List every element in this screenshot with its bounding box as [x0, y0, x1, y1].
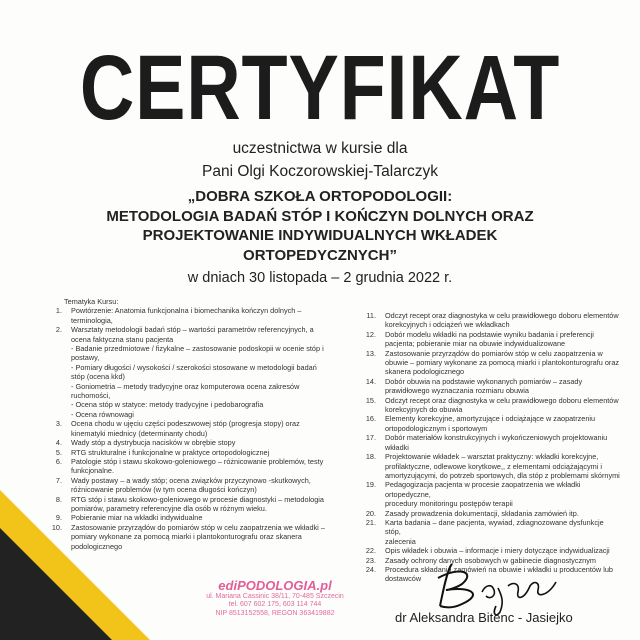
topic-line: korekcyjnych i odciążeń we wkładkach: [385, 320, 510, 330]
topic-line: pacjenta; pobieranie miar na obuwie indywidualizowane: [385, 339, 566, 349]
topic-line: korekcyjnych do obuwia: [385, 405, 463, 415]
course-title: [60, 187, 580, 265]
topic-line: różnicowanie problemów (w tym ocena długości kończyn): [71, 485, 257, 495]
topic-line: amortyzującymi, do potrzeb sportowych, dla stóp z problemami skórnymi: [385, 470, 620, 480]
topic-item: [356, 414, 620, 433]
topic-number: 21.: [365, 517, 376, 527]
recipient-name: Pani Olgi Koczorowskiej-Talarczyk: [201, 163, 439, 180]
topic-number: 7.: [55, 475, 62, 485]
topic-line: podologicznego: [71, 541, 123, 551]
topic-line: Karta badania – dane pacjenta, wywiad, zdiagnozowane dysfunkcje stóp,: [385, 517, 604, 537]
topic-line: ocena faktyczna stanu pacjenta: [71, 334, 174, 344]
topic-line: dostawców: [385, 574, 422, 584]
topic-number: 1.: [55, 306, 62, 316]
topic-text: [67, 457, 342, 476]
topic-text: [381, 349, 620, 377]
topic-number: 9.: [55, 513, 62, 523]
topic-item: [356, 311, 620, 330]
topic-line: - Ocena równowagi: [71, 409, 134, 419]
topic-text: [381, 311, 620, 330]
topic-line: zalecenia: [385, 536, 416, 546]
topic-text: [381, 396, 620, 415]
topic-line: - Pomiary długości / wysokości / szerokości stosowane w metodologii badań: [71, 362, 317, 372]
topic-line: wkładki: [385, 442, 409, 452]
topic-line: Warsztaty metodologii badań stóp – wartości parametrów referencyjnych, a: [71, 325, 314, 335]
course-title-line: PROJEKTOWANIE INDYWIDUALNYCH WKŁADEK: [142, 227, 498, 244]
topic-line: Zasady prowadzenia dokumentacji, składania zamówień itp.: [385, 508, 579, 518]
topic-line: Zastosowanie przyrządów do pomiarów stóp w celu zaopatrzenia w: [385, 348, 603, 358]
topic-line: procedury monitoringu postępów terapii: [385, 499, 513, 509]
topic-text: [381, 546, 620, 555]
topic-number: 23.: [365, 555, 376, 565]
topic-item: [46, 438, 342, 447]
topic-line: - Goniometria – metody tradycyjne oraz komputerowa ocena zakresów: [71, 381, 300, 391]
topic-line: prawidłowego wyznaczania rozmiaru obuwia: [385, 386, 529, 396]
topic-item: [356, 349, 620, 377]
intro-line: uczestnictwa w kursie dla: [232, 140, 408, 157]
topic-number: 14.: [365, 376, 376, 386]
topic-text: [67, 513, 342, 522]
topic-line: Zasady ochrony danych osobowych w gabinecie diagnostycznym: [385, 555, 596, 565]
course-dates: w dniach 30 listopada – 2 grudnia 2022 r.: [187, 270, 453, 286]
topic-number: 20.: [365, 508, 376, 518]
topic-text: [67, 438, 342, 447]
topics-list-right: [356, 311, 620, 584]
topic-line: skanera podologicznego: [385, 367, 465, 377]
topic-line: Procedura składania zamówień na obuwie i wkładki u producentów lub: [385, 564, 613, 574]
topic-item: [46, 325, 342, 419]
topic-item: [356, 546, 620, 555]
topic-text: [67, 306, 342, 325]
company-stamp: [180, 578, 370, 618]
topic-line: profilaktyczne, odlewowe korytkowe,, z elementami odciążającymi i: [385, 461, 602, 471]
topic-number: 10.: [51, 522, 62, 532]
topic-item: [46, 523, 342, 551]
topic-line: - Badanie przedmiotowe / fizykalne – zastosowanie podoskopii w ocenie stóp i: [71, 344, 324, 354]
topic-text: [67, 523, 342, 551]
topic-line: pomiarów, parametry referencyjne dla osób w różnym wieku.: [71, 503, 267, 513]
course-title-line: ORTOPEDYCZNYCH”: [243, 246, 397, 264]
topic-number: 3.: [55, 419, 62, 429]
topic-line: Patologie stóp i stawu skokowo-goleniowego – różnicowanie problemów, testy: [71, 456, 324, 466]
topic-line: Projektowanie wkładek – warsztat praktyczny: wkładki korekcyjne,: [385, 452, 599, 462]
topic-item: [356, 509, 620, 518]
topic-text: [67, 448, 342, 457]
stamp-phone: tel. 607 602 175, 603 114 744: [228, 601, 322, 609]
topic-line: Ocena chodu w ujęciu części podeszwowej stóp (progresja stopy) oraz: [71, 419, 300, 429]
topic-item: [46, 419, 342, 438]
topic-line: RTG strukturalne i funkcjonalne w praktyce ortopodologicznej: [71, 447, 270, 457]
topic-line: Wady postawy – a wady stóp; ocena związków przyczynowo -skutkowych,: [71, 475, 311, 485]
stamp-logo: ediPODOLOGIA.pl: [218, 578, 332, 593]
stamp-address: ul. Mariana Cassinic 38/11, 70-485 Szczecin: [206, 593, 344, 600]
topic-line: Dobór obuwia na podstawie wykonanych pomiarów – zasady: [385, 376, 583, 386]
topic-line: Opis wkładek i obuwia – informacje i miery dotyczące indywidualizacji: [385, 546, 610, 556]
topic-number: 19.: [365, 480, 376, 490]
topic-line: ruchomości,: [71, 391, 111, 401]
topic-line: Odczyt recept oraz diagnostyka w celu prawidłowego doboru elementów: [385, 311, 619, 320]
topic-line: Elementy korekcyjne, amortyzujące i odciążające w zaopatrzeniu: [385, 414, 596, 424]
topic-number: 18.: [365, 452, 376, 462]
topics-left-column: [46, 297, 342, 551]
topic-text: [381, 452, 620, 480]
topic-text: [67, 419, 342, 438]
topic-item: [46, 513, 342, 522]
course-title-line: „DOBRA SZKOŁA ORTOPODOLOGII:: [187, 188, 453, 205]
topic-item: [356, 396, 620, 415]
topic-line: Dobór materiałów konstrukcyjnych i wykończeniowych projektowaniu: [385, 433, 608, 443]
topic-line: pomiary wykonane za pomocą miarki i plantokonturografu oraz skanera: [71, 532, 302, 542]
topic-line: Zastosowanie przyrządów do pomiarów stóp w celu zaopatrzenia we wkładki –: [71, 522, 325, 532]
topic-text: [381, 518, 620, 546]
topic-item: [46, 476, 342, 495]
topic-number: 24.: [365, 564, 376, 574]
topic-number: 11.: [366, 311, 376, 320]
topic-number: 2.: [55, 325, 62, 335]
topic-number: 13.: [365, 348, 376, 358]
topic-number: 22.: [365, 546, 376, 556]
topic-item: [356, 518, 620, 546]
topic-line: Powtórzenie: Anatomia funkcjonalna i biomechanika kończyn dolnych –: [71, 306, 302, 316]
topic-item: [356, 480, 620, 508]
topics-right-column: [356, 311, 620, 584]
topic-text: [67, 495, 342, 514]
topic-item: [356, 330, 620, 349]
topic-line: ortopodologicznym i sportowym: [385, 423, 488, 433]
topic-item: [356, 377, 620, 396]
topic-text: [67, 476, 342, 495]
topic-item: [356, 452, 620, 480]
topic-number: 12.: [365, 329, 376, 339]
certificate-title: CERTYFIKAT: [79, 37, 561, 139]
topic-item: [46, 457, 342, 476]
topic-number: 15.: [365, 395, 376, 405]
topics-list-left: [46, 306, 342, 551]
topic-number: 6.: [55, 456, 62, 466]
signer-name: dr Aleksandra Bitenc - Jasiejko: [395, 610, 573, 625]
topic-line: Pobieranie miar na wkładki indywidualne: [71, 513, 203, 523]
topic-line: Dobór modelu wkładki na podstawie wyniku badania i preferencji: [385, 329, 594, 339]
topic-text: [381, 330, 620, 349]
topic-item: [356, 433, 620, 452]
topic-text: [381, 433, 620, 452]
topic-number: 8.: [55, 494, 62, 504]
topic-text: [67, 325, 342, 419]
topic-number: 5.: [55, 447, 62, 457]
topic-number: 17.: [365, 433, 376, 443]
course-title-line: METODOLOGIA BADAŃ STÓP I KOŃCZYN DOLNYCH ORAZ: [106, 207, 534, 225]
topic-text: [381, 377, 620, 396]
topic-number: 16.: [365, 414, 376, 424]
handwritten-signature: [400, 556, 590, 616]
stamp-ids: NIP 8513152558, REGON 363419882: [215, 609, 335, 617]
topic-line: Pedagogizacja pacjenta w procesie zaopatrzenia we wkładki ortopedyczne,: [385, 480, 581, 499]
topic-number: 4.: [55, 438, 62, 448]
topic-text: [381, 509, 620, 518]
topic-line: postawy,: [71, 353, 100, 363]
topic-line: RTG stóp i stawu skokowo-goleniowego w procesie diagnostyki – metodologia: [71, 494, 324, 504]
topic-line: funkcjonalne.: [71, 466, 115, 476]
topics-heading: Tematyka Kursu:: [64, 297, 119, 306]
topic-text: [381, 414, 620, 433]
topic-line: Wady stóp a dystrybucja nacisków w obrębie stopy: [71, 438, 236, 448]
topic-line: terminologia,: [71, 315, 113, 325]
topic-line: kinematyki miednicy (determinanty chodu): [71, 428, 208, 438]
topic-item: [46, 495, 342, 514]
topic-text: [381, 480, 620, 508]
topic-item: [46, 306, 342, 325]
topic-line: - Ocena stóp w statyce: metody tradycyjne i pedobarografia: [71, 400, 264, 410]
topic-line: stóp (ocena kkd): [71, 372, 125, 382]
topic-line: obuwie – pomiary wykonane za pomocą miarki i plantokonturografu oraz: [385, 358, 620, 368]
topic-item: [46, 448, 342, 457]
topic-line: Odczyt recept oraz diagnostyka w celu prawidłowego doboru elementów: [385, 395, 619, 405]
